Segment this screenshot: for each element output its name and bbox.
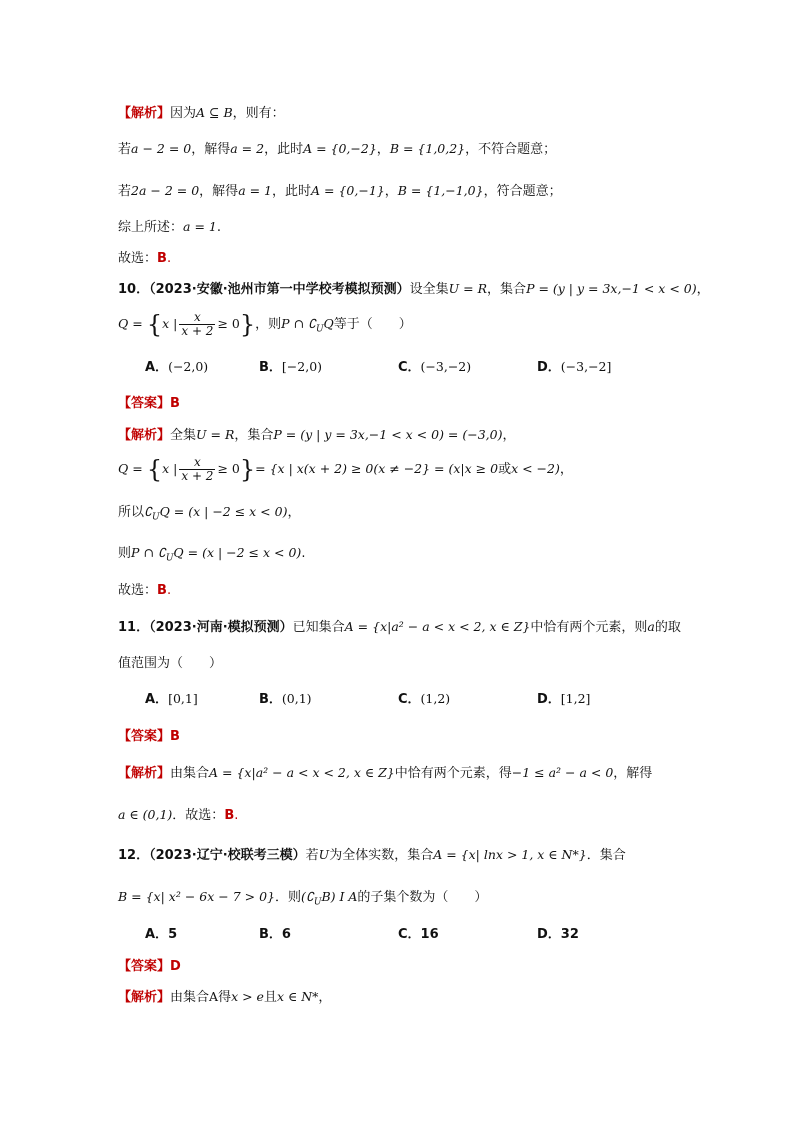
text: ，解得	[191, 142, 231, 157]
option-value: (−3,−2)	[420, 359, 472, 374]
formula: x > e	[231, 989, 264, 1004]
analysis-line	[118, 988, 331, 1007]
text: ，则有：	[232, 106, 285, 121]
question-10-stem	[118, 280, 710, 299]
formula: A ⊆ B	[196, 105, 233, 120]
text: .	[216, 220, 221, 235]
option-value: 32	[560, 927, 579, 942]
answer-value: B	[170, 729, 180, 744]
formula: a = 1	[238, 183, 273, 198]
option-value: [−2,0)	[281, 359, 323, 374]
formula: Q	[323, 316, 334, 331]
analysis-line	[118, 764, 652, 783]
formula: a	[647, 619, 655, 634]
text: ，	[318, 990, 332, 1005]
formula: A = {x|a² − a < x < 2, x ∈ Z}	[209, 765, 395, 780]
answer-value: D	[170, 959, 181, 974]
formula: Q = (x | −2 ≤ x < 0)	[173, 545, 302, 560]
formula: P = (y | y = 3x,−1 < x < 0)	[526, 281, 697, 296]
option-label: C．	[398, 360, 421, 375]
formula: a = 1	[183, 219, 217, 234]
text: ，符合题意；	[483, 184, 562, 199]
choose-line	[118, 582, 171, 600]
answer-tag: 【答案】	[118, 959, 171, 974]
text: ，解得	[199, 184, 239, 199]
option-b[interactable]	[259, 358, 322, 377]
text: 为全体实数，集合	[329, 848, 434, 863]
option-value: 6	[281, 927, 291, 942]
numerator: x	[179, 311, 215, 325]
text: 等于（ ）	[333, 317, 412, 332]
analysis-tag: 【解析】	[118, 766, 171, 781]
case-line-2	[118, 182, 562, 201]
text: ，则	[255, 317, 282, 332]
option-label: D．	[537, 360, 561, 375]
option-label: D．	[537, 927, 561, 942]
question-number: 12．	[118, 848, 150, 863]
subscript: U	[315, 324, 324, 335]
answer-tag: 【答案】	[118, 396, 171, 411]
text: ，此时	[264, 142, 304, 157]
text: 值范围为（ ）	[118, 656, 223, 671]
formula: x |	[162, 316, 178, 331]
formula: ≥ 0	[217, 316, 240, 331]
analysis-line-3	[118, 503, 300, 527]
formula: a ∈ (0,1)	[118, 807, 173, 822]
formula: P ∩ ∁	[281, 316, 316, 331]
option-label: B．	[259, 692, 282, 707]
option-c[interactable]	[398, 358, 471, 377]
choice-answer: B	[157, 251, 167, 266]
option-d[interactable]	[537, 358, 611, 377]
question-11-stem-2	[118, 655, 222, 673]
option-value: (1,2)	[420, 691, 451, 706]
question-source: （2023·河南·模拟预测）	[149, 620, 293, 635]
analysis-line-2	[118, 806, 238, 825]
option-c[interactable]	[398, 926, 439, 944]
numerator: x	[179, 456, 215, 470]
text: 或	[498, 462, 512, 477]
answer-tag: 【答案】	[118, 729, 171, 744]
text: ，集合	[234, 428, 274, 443]
text: ，	[559, 462, 573, 477]
option-value: [0,1]	[168, 691, 198, 706]
formula: x ∈ N*	[276, 989, 319, 1004]
analysis-tag: 【解析】	[118, 106, 171, 121]
option-label: D．	[537, 692, 561, 707]
text: ，不符合题意；	[465, 142, 557, 157]
formula: A = {x|a² − a < x < 2, x ∈ Z}	[344, 619, 531, 634]
text: ，	[376, 142, 390, 157]
answer-line	[118, 395, 180, 413]
formula: = {x | x(x + 2) ≥ 0(x ≠ −2} = (x|x ≥ 0	[255, 461, 499, 476]
text: .	[301, 546, 306, 561]
formula: x < −2)	[511, 461, 560, 476]
option-value: 5	[168, 927, 178, 942]
formula: x |	[162, 461, 178, 476]
text: 中恰有两个元素，得	[394, 766, 512, 781]
formula: A	[209, 989, 219, 1004]
option-label: B．	[259, 927, 282, 942]
option-c[interactable]	[398, 690, 450, 709]
question-12-stem	[118, 846, 626, 865]
formula: U	[318, 847, 330, 862]
text: 由集合	[170, 990, 210, 1005]
formula: U = R	[448, 281, 488, 296]
summary-line	[118, 218, 221, 237]
formula: B = {x| x² − 6x − 7 > 0}	[118, 889, 275, 904]
brace-close-icon: }	[239, 310, 256, 339]
formula: 2a − 2 = 0	[131, 183, 200, 198]
text: 已知集合	[292, 620, 345, 635]
formula: B = {1,−1,0}	[397, 183, 484, 198]
option-a[interactable]	[145, 358, 208, 377]
option-a[interactable]	[145, 926, 177, 944]
option-label: C．	[398, 692, 421, 707]
text: 若	[118, 142, 132, 157]
text: ，此时	[272, 184, 312, 199]
option-value: [1,2]	[560, 691, 591, 706]
formula: Q =	[118, 316, 143, 331]
option-b[interactable]	[259, 926, 291, 944]
brace-open-icon: {	[146, 310, 163, 339]
text: 若	[118, 184, 132, 199]
text: 中恰有两个元素，则	[530, 620, 648, 635]
option-value: (−2,0)	[168, 359, 209, 374]
text: 若	[305, 848, 319, 863]
denominator: x + 2	[181, 324, 214, 338]
option-d[interactable]	[537, 690, 590, 709]
case-line-1	[118, 140, 556, 159]
subscript: U	[313, 897, 322, 908]
formula: (∁	[301, 889, 314, 904]
question-11-stem	[118, 618, 681, 637]
text: ，解得	[613, 766, 653, 781]
text: 所以	[118, 505, 145, 520]
formula: ≥ 0	[217, 461, 240, 476]
analysis-tag: 【解析】	[118, 428, 171, 443]
text: 故选：	[118, 251, 158, 266]
question-source: （2023·安徽·池州市第一中学校考模拟预测）	[149, 282, 410, 297]
option-value: (−3,−2]	[560, 359, 612, 374]
formula: P ∩ ∁	[131, 545, 166, 560]
choice-answer: B	[224, 808, 235, 823]
denominator: x + 2	[181, 469, 214, 483]
text: ，	[502, 428, 516, 443]
option-value: (0,1)	[281, 691, 312, 706]
subscript: U	[151, 512, 160, 523]
text: 综上所述：	[118, 220, 184, 235]
option-a[interactable]	[145, 690, 198, 709]
text: ．故选：	[172, 808, 225, 823]
fraction	[179, 311, 215, 338]
brace-close-icon: }	[239, 455, 256, 484]
option-d[interactable]	[537, 926, 579, 944]
question-number: 10．	[118, 282, 150, 297]
option-b[interactable]	[259, 690, 312, 709]
analysis-line-4	[118, 544, 305, 568]
text: .	[166, 583, 172, 598]
analysis-tag: 【解析】	[118, 990, 171, 1005]
formula: Q = (x | −2 ≤ x < 0)	[159, 504, 288, 519]
question-source: （2023·辽宁·校联考三模）	[149, 848, 306, 863]
formula: −1 ≤ a² − a < 0	[511, 765, 614, 780]
text: 的子集个数为（ ）	[357, 890, 488, 905]
option-label: C．	[398, 927, 421, 942]
analysis-line	[118, 426, 516, 445]
formula: ∁	[144, 504, 152, 519]
option-value: 16	[420, 927, 439, 942]
formula: P = (y | y = 3x,−1 < x < 0) = (−3,0)	[273, 427, 503, 442]
text: 的取	[654, 620, 681, 635]
text: 且	[263, 990, 277, 1005]
question-12-stem-2	[118, 888, 487, 912]
text: ．集合	[586, 848, 626, 863]
text: ，集合	[487, 282, 527, 297]
formula: a − 2 = 0	[131, 141, 192, 156]
formula: B) I A	[321, 889, 358, 904]
formula: Q =	[118, 461, 143, 476]
text: 全集	[170, 428, 197, 443]
analysis-line-2	[118, 453, 573, 486]
formula: A = {0,−1}	[311, 183, 385, 198]
question-10-stem-2	[118, 308, 412, 346]
option-label: A．	[145, 692, 169, 707]
subscript: U	[165, 553, 174, 564]
formula: a = 2	[230, 141, 265, 156]
answer-value: B	[170, 396, 180, 411]
text: .	[166, 251, 172, 266]
question-number: 11．	[118, 620, 150, 635]
formula: A = {x| lnx > 1, x ∈ N*}	[433, 847, 587, 862]
answer-line	[118, 728, 180, 746]
brace-open-icon: {	[146, 455, 163, 484]
answer-line	[118, 958, 181, 976]
formula: B = {1,0,2}	[389, 141, 466, 156]
text: 设全集	[409, 282, 449, 297]
text: 则	[118, 546, 132, 561]
analysis-line	[118, 104, 285, 123]
option-label: A．	[145, 927, 169, 942]
text: 由集合	[170, 766, 210, 781]
choice-answer: B	[157, 583, 167, 598]
text: ，	[384, 184, 398, 199]
text: ，	[287, 505, 301, 520]
formula: A = {0,−2}	[303, 141, 377, 156]
option-label: A．	[145, 360, 169, 375]
text: 得	[218, 990, 232, 1005]
option-label: B．	[259, 360, 282, 375]
choose-line	[118, 250, 171, 268]
fraction	[179, 456, 215, 483]
text: .	[234, 808, 239, 823]
text: ，	[696, 282, 710, 297]
formula: U = R	[196, 427, 235, 442]
text: ．则	[274, 890, 301, 905]
text: 故选：	[118, 583, 158, 598]
text: 因为	[170, 106, 197, 121]
